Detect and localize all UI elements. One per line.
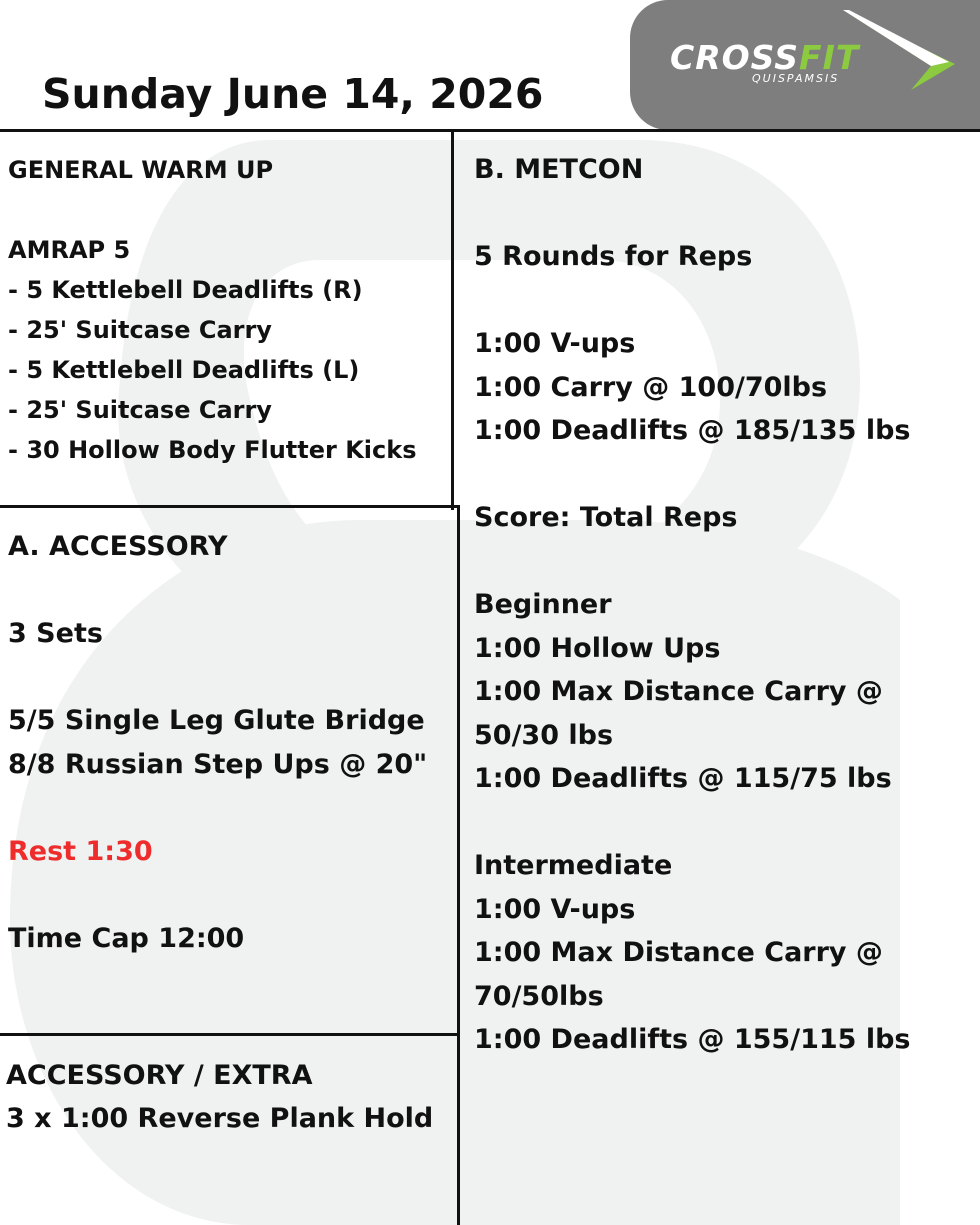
beginner-line: 1:00 Max Distance Carry @ xyxy=(474,676,883,707)
accessory-item: 5/5 Single Leg Glute Bridge xyxy=(8,705,425,736)
logo-location: QUISPAMSIS xyxy=(752,72,840,85)
time-cap: Time Cap 12:00 xyxy=(8,922,245,954)
logo-brand-part2: FIT xyxy=(799,38,860,77)
extra-title: ACCESSORY / EXTRA xyxy=(6,1060,313,1091)
warmup-item: - 5 Kettlebell Deadlifts (R) xyxy=(8,276,363,304)
accessory-sets: 3 Sets xyxy=(8,618,103,649)
warmup-format: AMRAP 5 xyxy=(8,236,131,264)
warmup-item: - 30 Hollow Body Flutter Kicks xyxy=(8,436,417,464)
metcon-section xyxy=(474,148,911,1062)
warmup-item: - 25' Suitcase Carry xyxy=(8,316,272,344)
intermediate-line: 1:00 Deadlifts @ 155/115 lbs xyxy=(474,1024,911,1055)
warmup-section xyxy=(8,150,417,470)
beginner-line: 1:00 Deadlifts @ 115/75 lbs xyxy=(474,763,892,794)
page-title: Sunday June 14, 2026 xyxy=(42,70,544,118)
beginner-line: 1:00 Hollow Ups xyxy=(474,632,721,664)
crossfit-logo xyxy=(630,0,980,130)
rest-time: Rest 1:30 xyxy=(8,835,153,867)
intermediate-line: 1:00 Max Distance Carry @ xyxy=(474,937,883,968)
metcon-item: 1:00 Carry @ 100/70lbs xyxy=(474,371,828,403)
metcon-format: 5 Rounds for Reps xyxy=(474,241,753,272)
metcon-title: B. METCON xyxy=(474,154,644,185)
beginner-title: Beginner xyxy=(474,589,612,620)
intermediate-line: 1:00 V-ups xyxy=(474,893,636,925)
metcon-item: 1:00 Deadlifts @ 185/135 lbs xyxy=(474,415,911,446)
warmup-item: - 25' Suitcase Carry xyxy=(8,396,272,424)
metcon-score: Score: Total Reps xyxy=(474,502,738,533)
accessory-title: A. ACCESSORY xyxy=(8,531,228,562)
extra-section xyxy=(6,1054,433,1140)
header-divider xyxy=(0,129,980,132)
column-divider xyxy=(451,130,454,510)
accessory-item: 8/8 Russian Step Ups @ 20" xyxy=(8,748,428,780)
intermediate-title: Intermediate xyxy=(474,850,673,881)
intermediate-line: 70/50lbs xyxy=(474,980,604,1012)
metcon-item: 1:00 V-ups xyxy=(474,328,636,359)
warmup-item: - 5 Kettlebell Deadlifts (L) xyxy=(8,356,360,384)
warmup-title: GENERAL WARM UP xyxy=(8,156,274,184)
column-divider-lower xyxy=(457,505,460,1225)
accessory-divider xyxy=(0,1033,458,1036)
extra-item: 3 x 1:00 Reverse Plank Hold xyxy=(6,1103,434,1134)
beginner-line: 50/30 lbs xyxy=(474,719,614,751)
accessory-section xyxy=(8,525,427,960)
logo-brand-part1: CROSS xyxy=(670,38,800,77)
warmup-divider xyxy=(0,505,458,508)
